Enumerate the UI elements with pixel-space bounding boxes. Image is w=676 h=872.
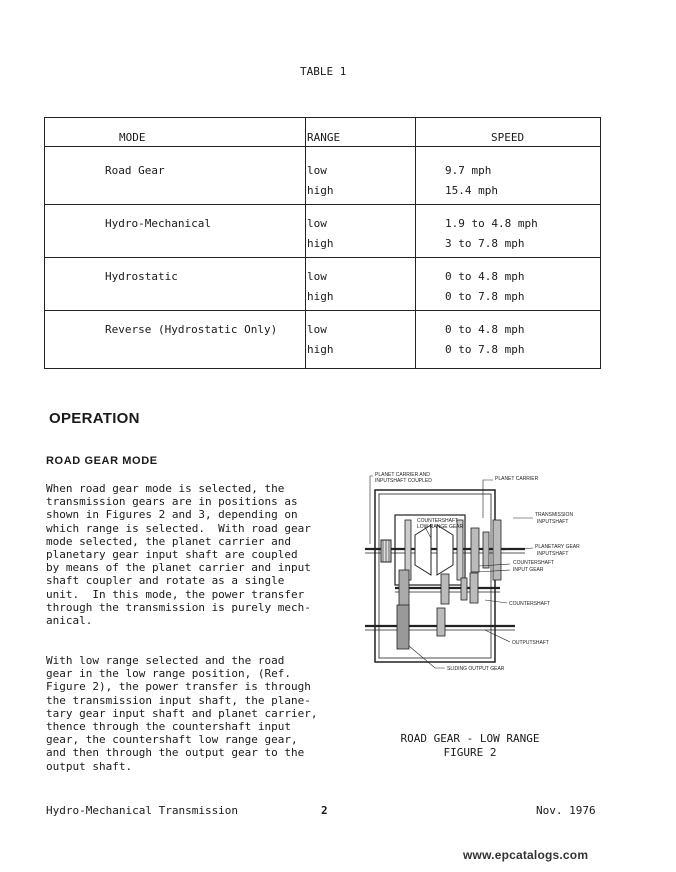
header-speed: SPEED [491,131,525,144]
table-cell-mode: Hydrostatic [105,270,178,283]
table-cell-speed: 0 to 4.8 mph [445,323,525,336]
table-cell-range: low [307,164,327,177]
diagram-label: PLANET CARRIER [495,476,539,482]
header-range: RANGE [307,131,341,144]
diagram-label: PLANET CARRIER AND [375,472,430,478]
row-divider [45,310,600,311]
table-cell-speed: 0 to 4.8 mph [445,270,525,283]
table-cell-range: high [307,184,334,197]
diagram-label: PLANETARY GEAR [535,544,580,550]
planetary-gear [471,528,479,572]
row-divider [45,257,600,258]
table-title: TABLE 1 [300,65,347,78]
table-cell-mode: Hydro-Mechanical [105,217,211,230]
footer-title: Hydro-Mechanical Transmission [46,804,239,817]
diagram-label: COUNTERSHAFT [417,518,459,524]
diagram-label: COUNTERSHAFT [513,560,555,566]
figure-caption [365,732,575,760]
diagram-label: INPUTSHAFT [537,519,569,525]
header-mode: MODE [119,131,146,144]
diagram-label: INPUT GEAR [513,567,544,573]
column-divider [305,118,306,368]
table-cell-range: low [307,323,327,336]
diagram-label: INPUTSHAFT [537,551,569,557]
table-cell-mode: Road Gear [105,164,165,177]
body-paragraph: With low range selected and the road gear in the low range position, (Ref. Figure 2), the power transfer is through the transmission input shaft, the plane- tary gear input shaft and planet carrier, thence through the countershaft input gear, the countershaft low range gear, and then through the output gear to the output shaft. [46,654,318,773]
sliding-output-gear [397,605,409,649]
speed-table [44,117,601,369]
table-cell-range: high [307,343,334,356]
row-divider [45,146,600,147]
watermark: www.epcatalogs.com [463,848,589,862]
diagram-label: INPUTSHAFT COUPLED [375,478,432,484]
diagram-label: OUTPUTSHAFT [512,640,549,646]
table-cell-speed: 9.7 mph [445,164,492,177]
subsection-heading: ROAD GEAR MODE [46,455,158,467]
footer-date: Nov. 1976 [536,804,596,817]
table-cell-range: high [307,290,334,303]
diagram-label: SLIDING OUTPUT GEAR [447,666,505,672]
table-cell-speed: 15.4 mph [445,184,498,197]
countershaft-input-gear [461,578,467,600]
column-divider [415,118,416,368]
figure-caption-title: ROAD GEAR - LOW RANGE [400,732,540,745]
body-paragraph: When road gear mode is selected, the transmission gears are in positions as shown in Figures 2 and 3, depending on which range is selected. With road gear mode selected, the planet carrier and planetary gear input shaft are coupled by means of the planet carrier and input shaft coupler and rotate as a single unit. In this mode, the power transfer through the transmission is purely mech- anical. [46,482,311,628]
table-cell-mode: Reverse (Hydrostatic Only) [105,323,278,336]
diagram-label: LOW RANGE GEAR [417,524,464,530]
table-cell-range: low [307,270,327,283]
table-cell-range: low [307,217,327,230]
diagram-label: COUNTERSHAFT [509,601,551,607]
row-divider [45,204,600,205]
table-cell-speed: 0 to 7.8 mph [445,343,525,356]
table-cell-speed: 1.9 to 4.8 mph [445,217,538,230]
table-cell-speed: 0 to 7.8 mph [445,290,525,303]
section-heading: OPERATION [49,410,140,427]
figure-caption-number: FIGURE 2 [443,746,497,759]
table-cell-range: high [307,237,334,250]
table-cell-speed: 3 to 7.8 mph [445,237,525,250]
page-number: 2 [321,804,328,817]
diagram-label: TRANSMISSION [535,512,574,518]
transmission-diagram [365,470,595,680]
